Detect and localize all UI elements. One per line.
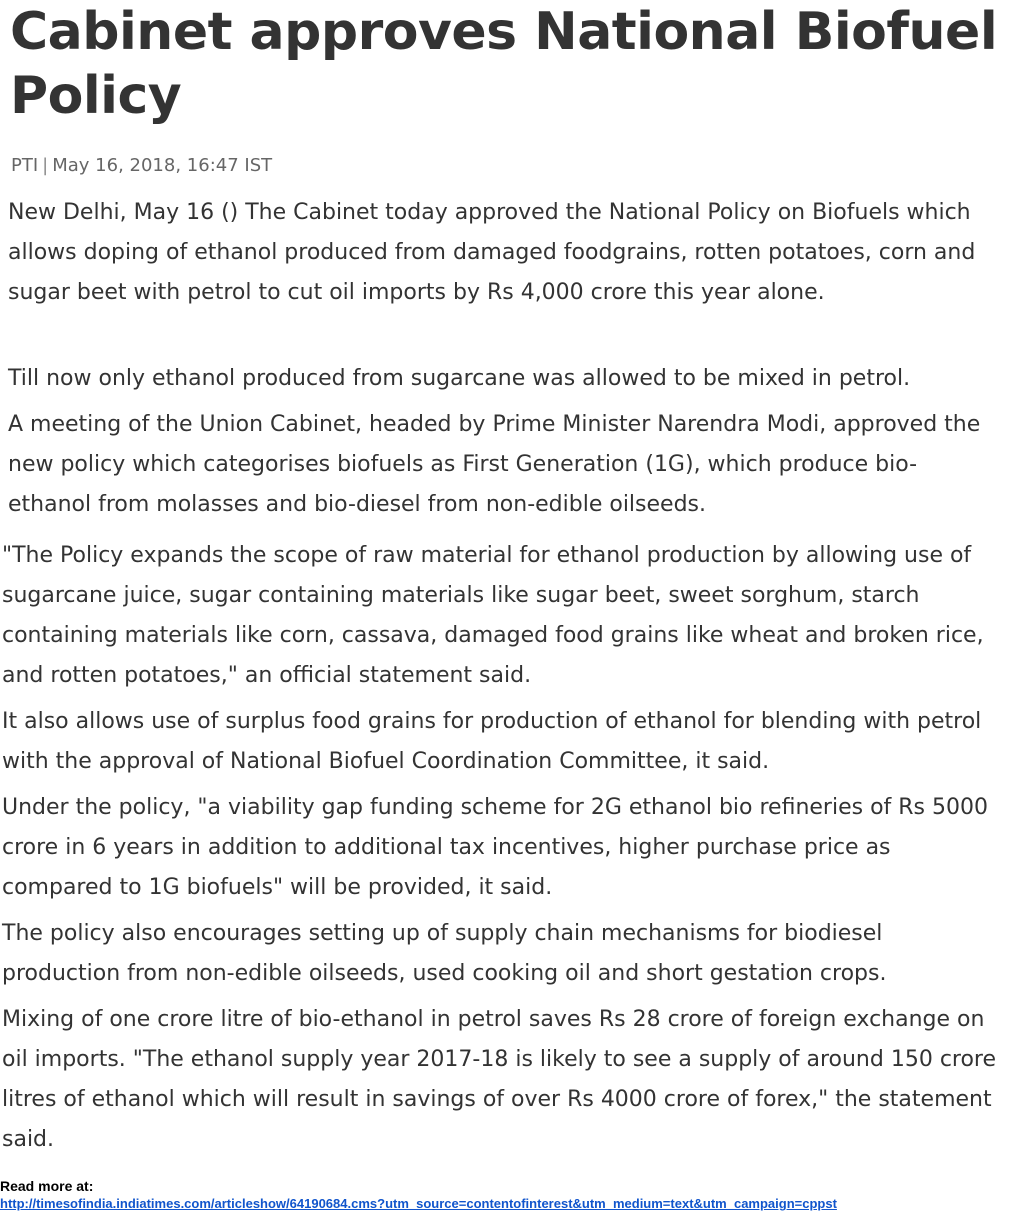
article-paragraph-3: A meeting of the Union Cabinet, headed by Prime Minister Narendra Modi, approved the new policy which categorises biofuels as First Generation (1G), which produce bio-ethanol from molasses and bio-diesel from non-edible oilseeds.: [8, 412, 981, 517]
read-more-block: [0, 1177, 1010, 1212]
article-paragraph-6: Under the policy, "a viability gap funding scheme for 2G ethanol bio refineries of Rs 5000 crore in 6 years in addition to additional tax incentives, higher purchase price as compared to 1G biofuels" will be provided, it said.: [2, 795, 989, 900]
article-paragraph-1: New Delhi, May 16 () The Cabinet today approved the National Policy on Biofuels which allows doping of ethanol produced from damaged foodgrains, rotten potatoes, corn and sugar beet with petrol to cut oil imports by Rs 4,000 crore this year alone.: [8, 200, 976, 305]
article-byline: [11, 153, 272, 179]
article-paragraph-5: It also allows use of surplus food grains for production of ethanol for blending with petrol with the approval of National Biofuel Coordination Committee, it said.: [2, 709, 982, 774]
article-paragraph-4: "The Policy expands the scope of raw material for ethanol production by allowing use of sugarcane juice, sugar containing materials like sugar beet, sweet sorghum, starch containing materials like corn, cassava, damaged food grains like wheat and broken rice, and rotten potatoes," an official statement said.: [2, 543, 984, 688]
byline-separator: |: [42, 155, 49, 176]
byline-date: May 16, 2018, 16:47 IST: [52, 155, 273, 176]
article-paragraph-7: The policy also encourages setting up of supply chain mechanisms for biodiesel production from non-edible oilseeds, used cooking oil and short gestation crops.: [2, 921, 887, 986]
read-more-label: Read more at:: [0, 1178, 94, 1194]
byline-source: PTI: [11, 155, 39, 176]
article-paragraph-8: Mixing of one crore litre of bio-ethanol in petrol saves Rs 28 crore of foreign exchange on oil imports. "The ethanol supply year 2017-18 is likely to see a supply of around 150 crore litres of ethanol which will result in savings of over Rs 4000 crore of forex," the statement said.: [2, 1007, 997, 1152]
article-title: Cabinet approves National Biofuel Policy: [10, 2, 998, 126]
read-more-link[interactable]: http://timesofindia.indiatimes.com/articleshow/64190684.cms?utm_source=contentofinterest&utm_medium=text&utm_campaign=cppst: [0, 1196, 837, 1211]
article-paragraph-2: Till now only ethanol produced from sugarcane was allowed to be mixed in petrol.: [8, 366, 911, 391]
